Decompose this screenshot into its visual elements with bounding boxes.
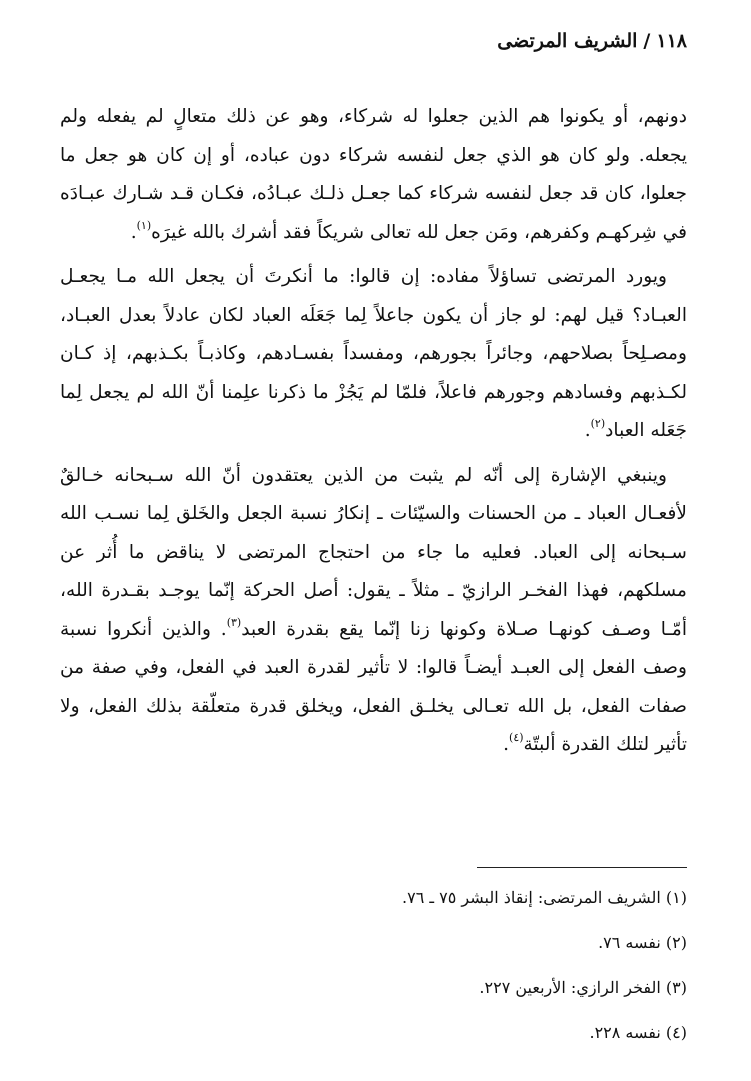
footnote-4: (٤) نفسه ٢٢٨. xyxy=(589,1023,687,1042)
footnote-1: (١) الشريف المرتضى: إنقاذ البشر ٧٥ ـ ٧٦. xyxy=(402,888,687,907)
footnotes xyxy=(60,884,687,1064)
page-number: ١١٨ xyxy=(656,30,687,52)
footnote-ref-1[interactable]: (١) xyxy=(136,218,152,232)
running-title: الشريف المرتضى xyxy=(497,30,638,52)
paragraph-2-text: ويورد المرتضى تساؤلاً مفاده: إن قالوا: ما أنكرتَ أن يجعل الله مـا يجعـل العبـاد؟ قيل لهم: لو جاز أن يكون جاعلاً لِما جَعَلَه العباد لكان عادلاً بعدل العبـاد، ومصـلِحاً بصلاحهم، وجائراً بجورهم، ومفسداً بفسـادهم، وكاذبـاً بكـذبهم، إذ كـان لكـذبهم وفسادهم وجورهم فاعلاً، فلمّا لم يَجُزْ ما ذكرنا علِمنا أنّ الله لم يجعل لِما جَعَله العباد xyxy=(60,266,687,441)
paragraph-3-end: . xyxy=(503,734,510,755)
paragraph-3 xyxy=(60,457,687,765)
footnote-ref-3[interactable]: (٣) xyxy=(226,615,242,629)
paragraph-1-end: . xyxy=(130,221,137,243)
paragraph-2-end: . xyxy=(584,420,591,441)
footnote-ref-2[interactable]: (٢) xyxy=(590,417,606,430)
paragraph-1-text: دونهم، أو يكونوا هم الذين جعلوا له شركاء، وهو عن ذلك متعالٍ لم يفعله ولم يجعله. ولو كان هو الذي جعل لنفسه شركاء دون عباده، أو إن كان هو جعل ما جعلوا، كان قد جعل لنفسه شركاء كما جعـل ذلـك عبـادُه، فكـان قـد شـارك عبـادَه في شِركهـم وكفرهم، ومَن جعل لله تعالى شريكاً فقد أشرك بالله غيرَه xyxy=(60,106,687,243)
paragraph-2 xyxy=(60,258,687,451)
footnote-2: (٢) نفسه ٧٦. xyxy=(598,933,687,952)
footnote-3: (٣) الفخر الرازي: الأربعين ٢٢٧. xyxy=(479,978,687,997)
paragraph-3-text-b: . والذين أنكروا نسبة وصف الفعل إلى العبـد أيضـاً قالوا: لا تأثير لقدرة العبد في الفعل، وفي صفة من صفات الفعل، بل الله تعـالى يخلـق الفعل، ويخلق قدرة متعلّقة بذلك الفعل، ولا تأثير لتلك القدرة ألبتّة xyxy=(60,618,687,755)
header-separator: / xyxy=(643,30,651,52)
paragraph-3-text-a: وينبغي الإشارة إلى أنّه لم يثبت من الذين يعتقدون أنّ الله سـبحانه خـالقٌ لأفعـال العباد ـ من الحسنات والسيّئات ـ إنكارُ نسبة الجعل والخَلق لِما نسـب الله سـبحانه إلى العباد. فعليه ما جاء من احتجاج المرتضى لا يناقض ما أُثر عن مسلكهم، فهذا الفخـر الرازيّ ـ مثلاً ـ يقول: أصل الحركة إنّما يوجـد بقـدرة الله، أمّـا وصـف كونهـا صـلاة وكونها زنا إنّما يقع بقدرة العبد xyxy=(60,464,687,640)
footnote-divider xyxy=(477,867,687,868)
page-header xyxy=(497,30,687,52)
paragraph-1 xyxy=(60,98,687,252)
footnote-ref-4[interactable]: (٤) xyxy=(509,731,524,744)
main-text xyxy=(60,98,687,765)
